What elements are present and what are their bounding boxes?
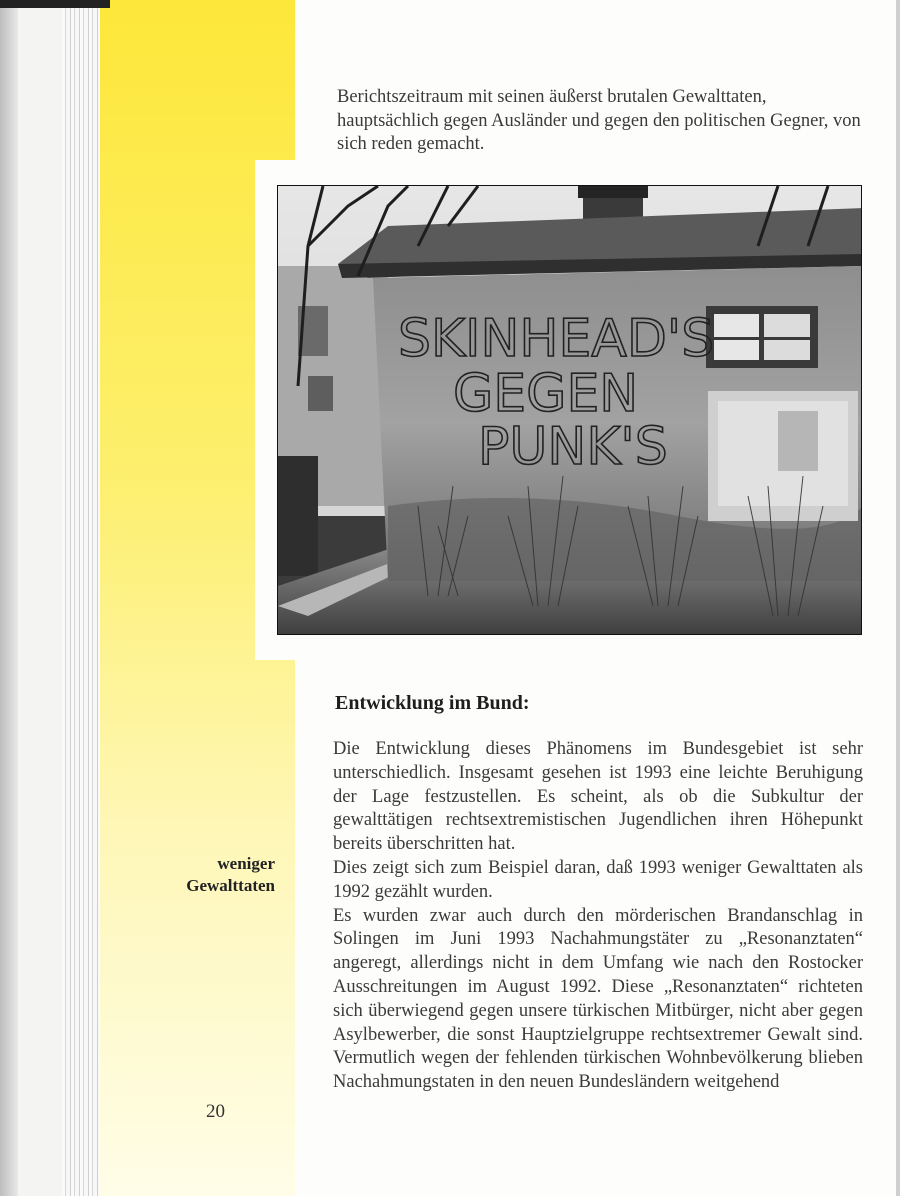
top-dark-strip [0,0,110,8]
photo-graffiti-building [277,185,862,635]
page-edges [62,0,102,1196]
book-spine-shadow [0,0,18,1196]
margin-note [160,853,275,897]
body-paragraph-3: Es wurden zwar auch durch den mörderischen Brandanschlag in Solingen im Juni 1993 Nachahmungstäter zu „Resonanztaten“ angeregt, allerdings nicht in dem Umfang wie nach den Rostocker Ausschreitungen im August 1992. Diese „Resonanztaten“ richteten sich überwiegend gegen unsere türkischen Mitbürger, nicht aber gegen Asylbewerber, die sonst Hauptzielgruppe rechtsextremer Gewalt sind. Vermutlich wegen der fehlenden türkischen Wohnbevölkerung blieben Nachahmungstaten in den neuen Bundesländern weitgehend [333,905,863,1093]
section-heading: Entwicklung im Bund: [335,692,530,714]
margin-note-line-2: Gewalttaten [186,876,275,895]
body-text [333,738,863,1095]
body-paragraph-1: Die Entwicklung dieses Phänomens im Bundesgebiet ist sehr unterschiedlich. Insgesamt gesehen ist 1993 eine leichte Beruhigung der Lage festzustellen. Es scheint, als ob die Subkultur der gewalttätigen rechtsextremistischen Jugendlichen ihren Höhepunkt bereits überschritten hat. [333,739,863,855]
page-number: 20 [206,1101,225,1122]
graffiti-line-2: GEGEN [453,364,639,424]
body-paragraph-2: Dies zeigt sich zum Beispiel daran, daß 1993 weniger Gewalttaten als 1992 gezählt wurden. [333,857,863,902]
top-paragraph: Berichtszeitraum mit seinen äußerst brutalen Gewalttaten, hauptsächlich gegen Ausländer und gegen den politischen Gegner, von sich reden gemacht. [337,87,861,154]
right-page-edge [896,0,900,1196]
graffiti-line-3: PUNK'S [478,417,668,477]
margin-note-line-1: weniger [217,854,275,873]
graffiti-line-1: SKINHEAD'S [398,309,715,369]
photo-illustration [278,186,862,635]
